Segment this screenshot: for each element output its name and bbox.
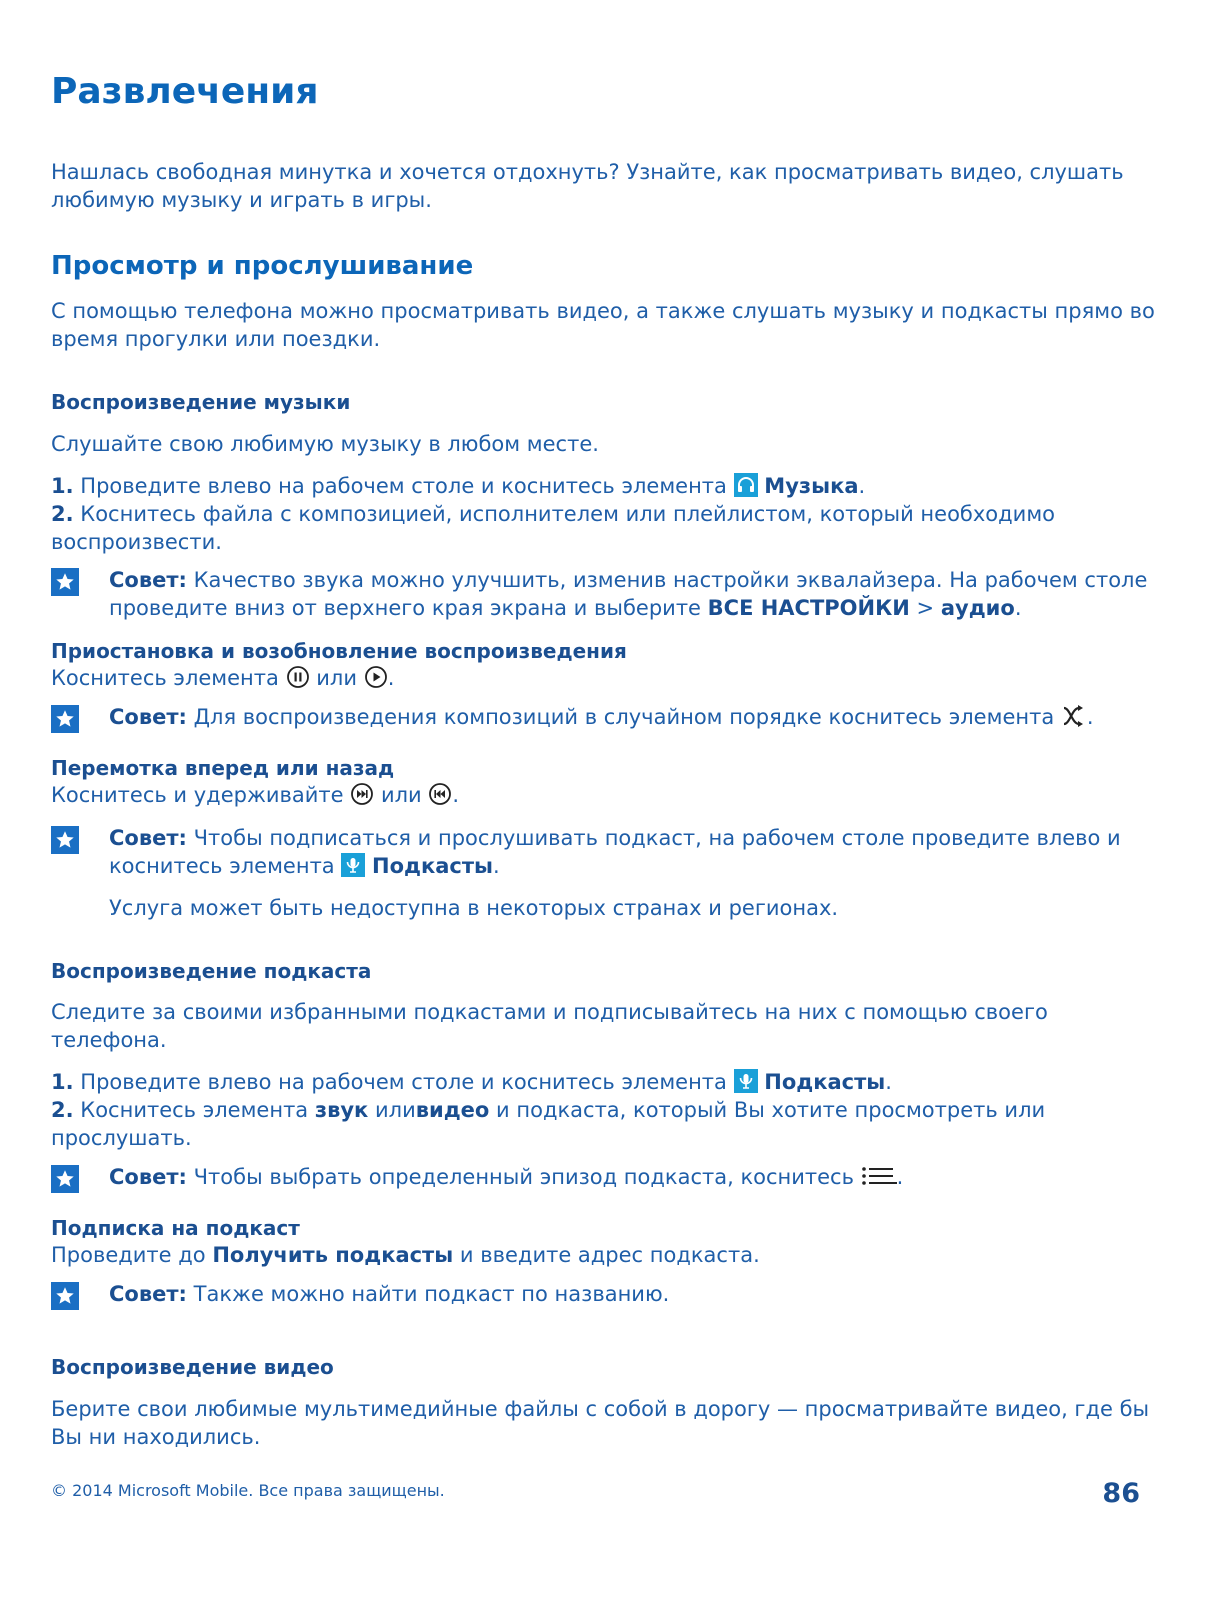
star-icon: [51, 705, 79, 733]
play-icon: [364, 665, 388, 696]
seek-paragraph: Коснитесь и удерживайте или .: [51, 781, 1161, 813]
subscribe-paragraph: Проведите до Получить подкасты и введите адрес подкаста.: [51, 1243, 760, 1267]
section-title: Просмотр и прослушивание: [51, 251, 474, 281]
pause-icon: [286, 665, 310, 696]
music-step-1: 1. Проведите влево на рабочем столе и коснитесь элемента Музыка.: [51, 472, 1161, 504]
music-step-2: 2. Коснитесь файла с композицией, исполнителем или плейлистом, который необходимо воспроизвести.: [51, 502, 1056, 554]
video-heading: Воспроизведение видео: [51, 1355, 334, 1379]
music-link: Музыка: [764, 474, 859, 498]
step-number: 1.: [51, 474, 74, 498]
availability-note: Услуга может быть недоступна в некоторых странах и регионах.: [109, 896, 839, 920]
rewind-icon: [428, 782, 452, 813]
section-paragraph: С помощью телефона можно просматривать видео, а также слушать музыку и подкасты прямо во время прогулки или поездки.: [51, 299, 1155, 351]
step-number: 2.: [51, 1098, 74, 1122]
star-icon: [51, 1165, 79, 1193]
pause-paragraph: Коснитесь элемента или .: [51, 664, 1161, 696]
page-number: 86: [1102, 1478, 1140, 1509]
subscribe-heading: Подписка на подкаст: [51, 1216, 300, 1240]
podcast-icon: [341, 853, 365, 884]
step-number: 1.: [51, 1070, 74, 1094]
intro-paragraph: Нашлась свободная минутка и хочется отдохнуть? Узнайте, как просматривать видео, слушать любимую музыку и играть в игры.: [51, 160, 1124, 212]
star-icon: [51, 1282, 79, 1310]
shuffle-icon: [1061, 704, 1087, 735]
podcast-heading: Воспроизведение подкаста: [51, 959, 372, 983]
star-icon: [51, 568, 79, 596]
list-icon: [861, 1164, 897, 1195]
star-icon: [51, 826, 79, 854]
step-number: 2.: [51, 502, 74, 526]
podcast-paragraph: Следите за своими избранными подкастами и подписывайтесь на них с помощью своего телефона.: [51, 1000, 1048, 1052]
podcasts-link: Подкасты: [764, 1070, 886, 1094]
podcast-step-1: 1. Проведите влево на рабочем столе и коснитесь элемента Подкасты.: [51, 1068, 1161, 1100]
video-paragraph: Берите свои любимые мультимедийные файлы с собой в дорогу — просматривайте видео, где бы Вы ни находились.: [51, 1397, 1150, 1449]
pause-heading: Приостановка и возобновление воспроизведения: [51, 639, 627, 663]
fast-forward-icon: [350, 782, 374, 813]
podcast-step-2: 2. Коснитесь элемента звук иливидео и подкаста, который Вы хотите просмотреть или прослушать.: [51, 1098, 1046, 1150]
seek-heading: Перемотка вперед или назад: [51, 756, 395, 780]
footer-copyright: © 2014 Microsoft Mobile. Все права защищены.: [51, 1481, 445, 1500]
music-heading: Воспроизведение музыки: [51, 390, 351, 414]
page-title: Развлечения: [51, 71, 319, 112]
music-paragraph: Слушайте свою любимую музыку в любом месте.: [51, 432, 599, 456]
